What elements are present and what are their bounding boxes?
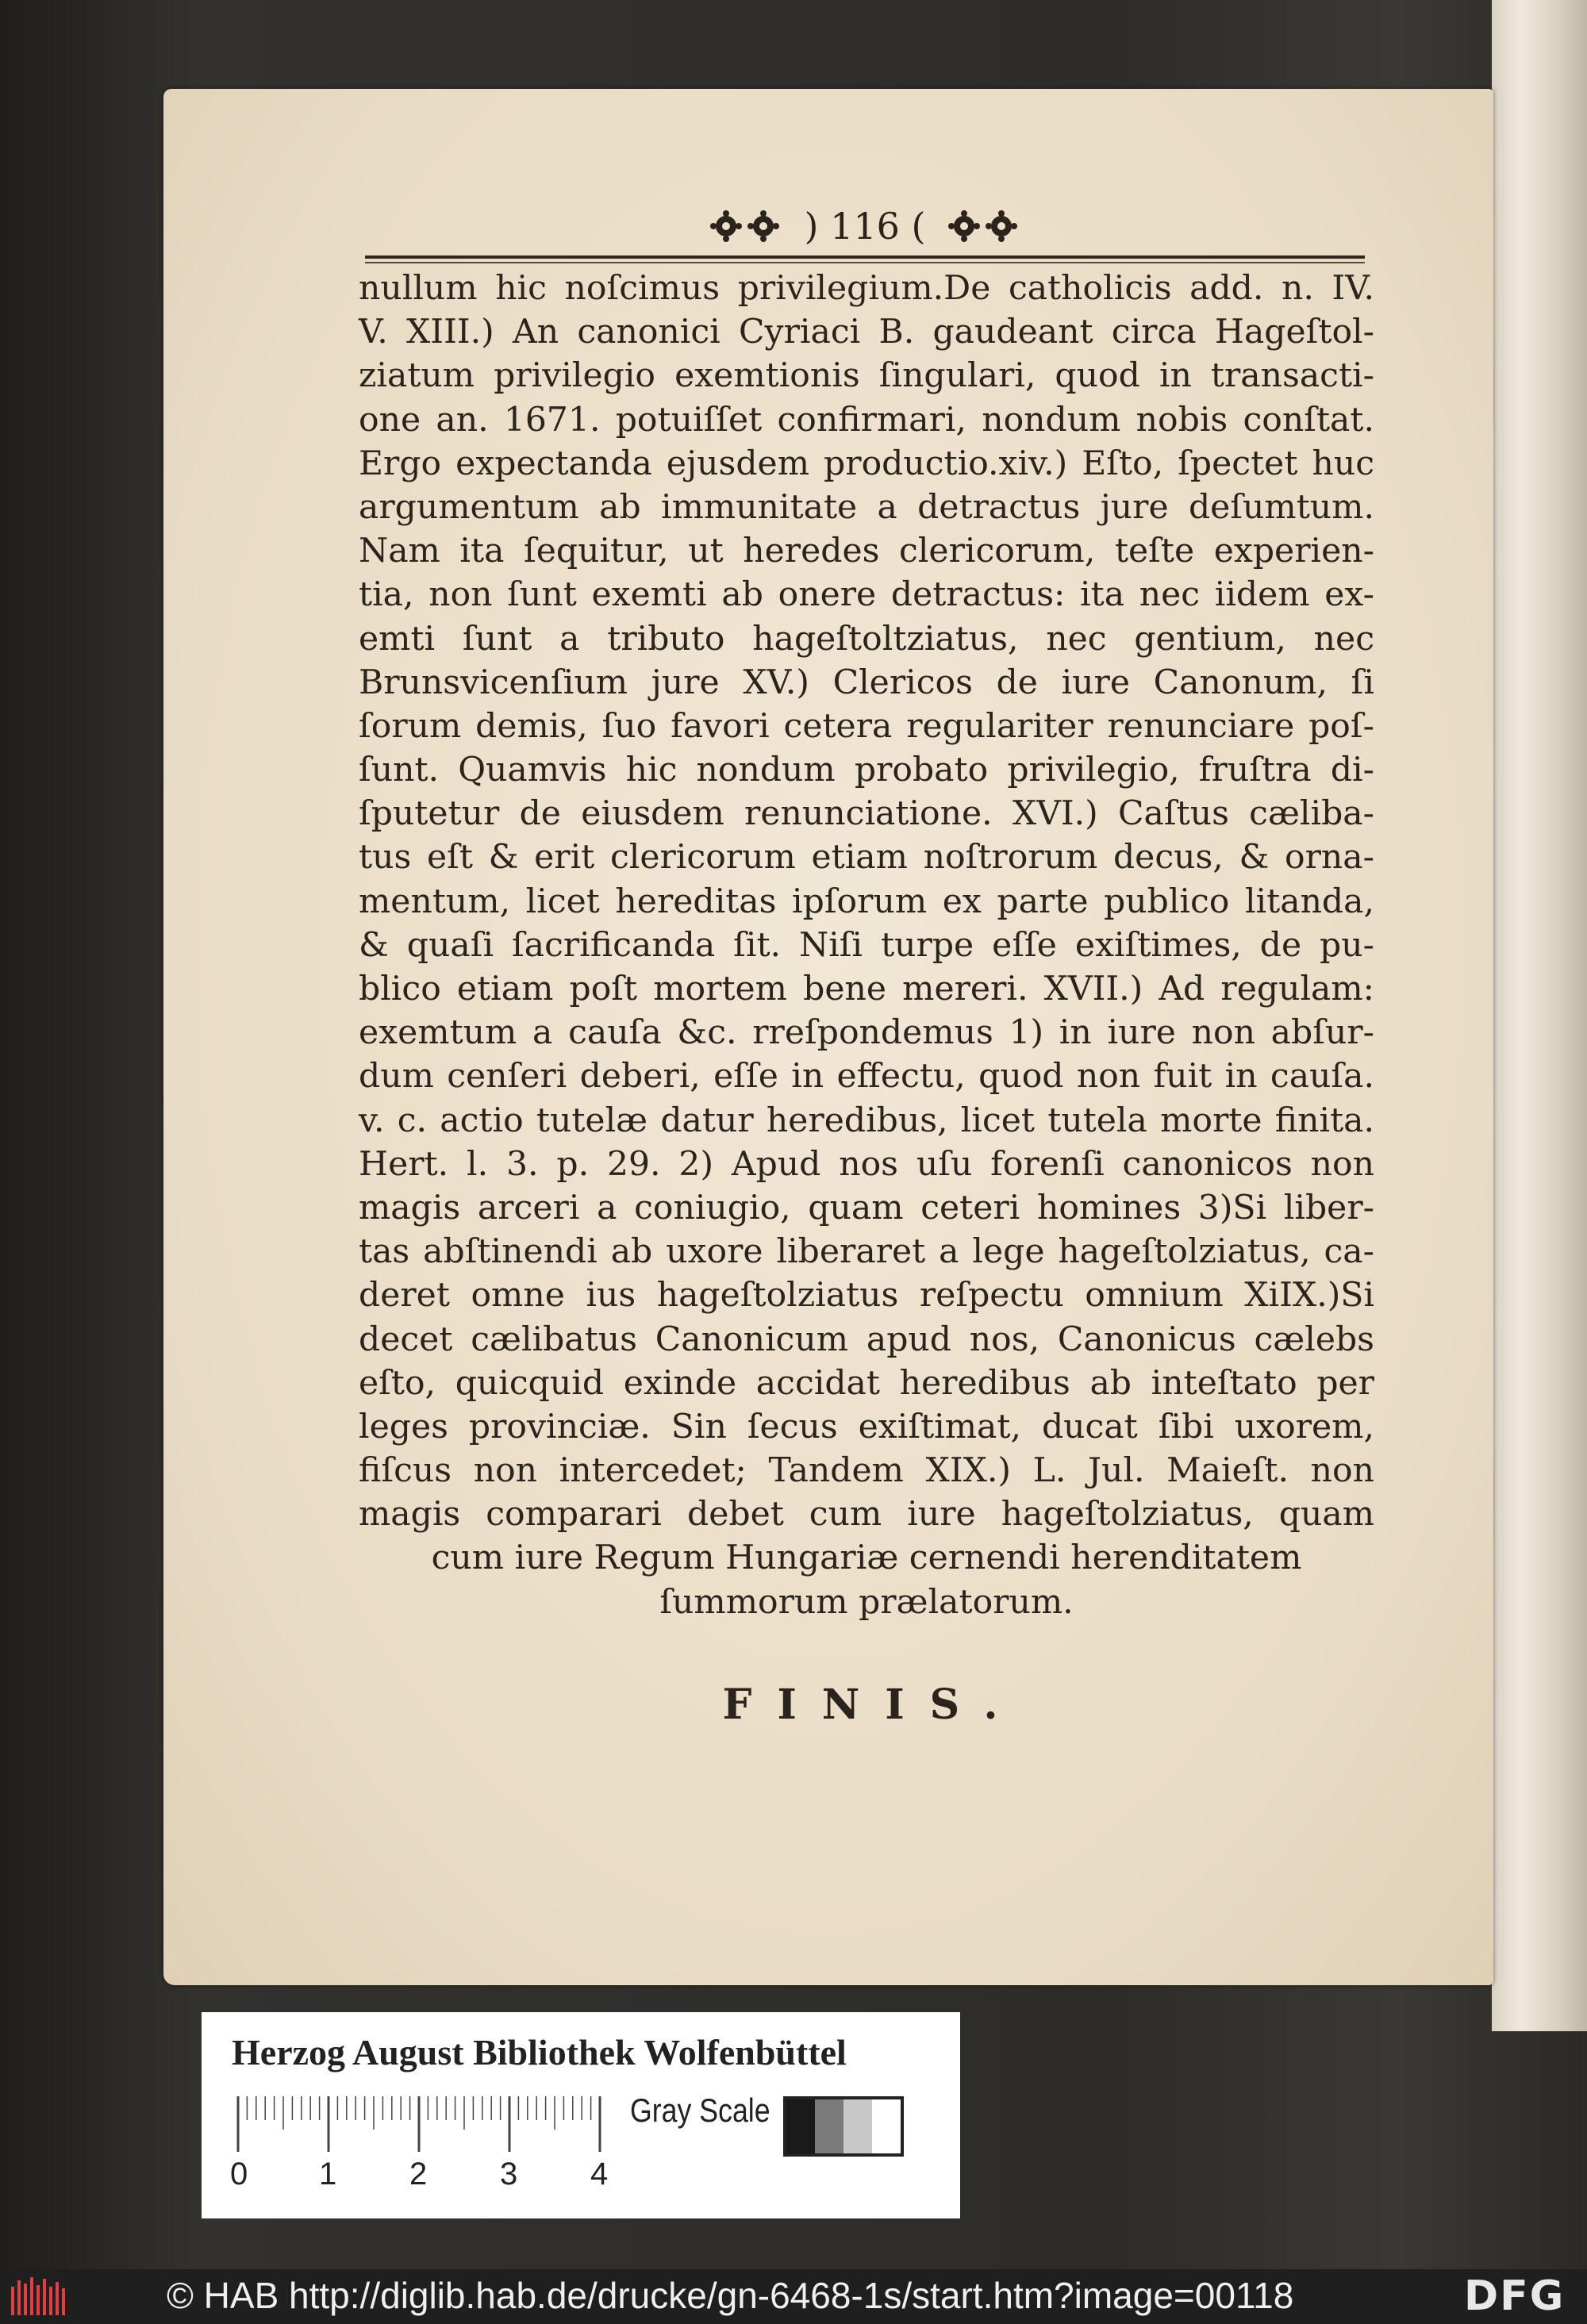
text-line: eſto, quicquid exinde accidat heredibus ab inteſtato per (359, 1363, 1374, 1403)
text-line: exemtum a cauſa &c. rreſpondemus 1) in iure non abſur- (359, 1013, 1374, 1053)
gray-swatch (843, 2099, 872, 2153)
ruler-number: 1 (319, 2157, 337, 2191)
text-line: fiſcus non intercedet; Tandem XIX.) L. Jul. Maieſt. non (359, 1451, 1374, 1491)
library-label-card (202, 2012, 960, 2218)
gray-swatch (786, 2099, 815, 2153)
text-line: argumentum ab immunitate a detractus jure deſumtum. (359, 487, 1374, 527)
text-line: ſunt. Quamvis hic nondum probato privilegio, fruſtra di- (359, 751, 1374, 790)
ruler-number: 3 (500, 2157, 518, 2191)
library-name: Herzog August Bibliothek Wolfenbüttel (232, 2032, 847, 2072)
ruler-number: 2 (409, 2157, 428, 2191)
gray-scale-swatch (783, 2096, 904, 2157)
gray-scale-label: Gray Scale (630, 2092, 770, 2129)
text-line: mentum, licet hereditas ipſorum ex parte publico litanda, (359, 882, 1374, 921)
text-line: nullum hic noſcimus privilegium.De catholicis add. n. IV. (359, 269, 1374, 308)
page-number: ) 116 ( (804, 205, 926, 248)
text-line: cum iure Regum Hungariæ cernendi herenditatem (431, 1538, 1302, 1578)
text-line: emti ſunt a tributo hageſtoltziatus, nec gentium, nec (359, 619, 1374, 659)
header-rule-thin (365, 262, 1365, 263)
text-line: Hert. l. 3. p. 29. 2) Apud nos uſu forenſi canonicos non (359, 1144, 1374, 1184)
text-line: tia, non ſunt exemti ab onere detractus: ita nec iidem ex- (359, 575, 1374, 615)
finis-heading: FINIS. (722, 1681, 1024, 1729)
header-rule (365, 255, 1365, 259)
text-line: deret omne ius hageſtolziatus reſpectu omnium XiIX.)Si (359, 1276, 1374, 1316)
adjacent-page-edge (1492, 0, 1587, 2031)
text-line: magis arceri a coniugio, quam ceteri homines 3)Si liber- (359, 1188, 1374, 1227)
gray-swatch (872, 2099, 901, 2153)
text-line: decet cælibatus Canonicum apud nos, Canonicus cælebs (359, 1319, 1374, 1359)
text-line: V. XIII.) An canonici Cyriaci B. gaudeant circa Hageſtol- (359, 313, 1374, 352)
text-line: ſputetur de eiusdem renunciatione. XVI.) Caſtus cælibа- (359, 794, 1374, 834)
ruler-number: 0 (230, 2157, 248, 2191)
text-line: ſorum demis, ſuo favori cetera regulariter renunciare poſ- (359, 706, 1374, 746)
dfg-logo: DFG (1464, 2272, 1566, 2320)
body-text (359, 267, 1374, 1624)
text-line: magis comparari debet cum iure hageſtolziatus, quam (359, 1495, 1374, 1535)
text-line: v. c. actio tutelæ datur heredibus, licet tutela morte finita. (359, 1101, 1374, 1140)
text-line: leges provinciæ. Sin ſecus exiſtimat, ducat ſibi uxorem, (359, 1407, 1374, 1446)
text-line: ziatum privilegio exemtionis ſingulari, quod in transacti- (359, 356, 1374, 396)
hab-logo-icon (10, 2276, 67, 2317)
text-line: dum cenſeri deberi, eſſe in effectu, quod non fuit in cauſa. (359, 1057, 1374, 1097)
copyright-url: © HAB http://diglib.hab.de/drucke/gn-6468-1s/start.htm?image=00118 (167, 2275, 1294, 2316)
footer-bar (0, 2269, 1587, 2324)
text-line: ſummorum prælatorum. (659, 1582, 1074, 1622)
text-line: Nam ita ſequitur, ut heredes clericorum, teſte experien- (359, 532, 1374, 571)
text-line: Ergo expectanda ejusdem productio.xiv.) Eſto, ſpectet huc (359, 444, 1374, 483)
text-line: blico etiam poſt mortem bene mereri. XVII.) Ad regulam: (359, 970, 1374, 1008)
ruler-number: 4 (590, 2157, 609, 2191)
text-line: tas abſtinendi ab uxore liberaret a lege hageſtolziatus, ca- (359, 1232, 1374, 1272)
gray-swatch (815, 2099, 843, 2153)
ornament-icon (706, 206, 786, 246)
ruler-scale (233, 2093, 630, 2172)
page-header (365, 198, 1365, 262)
text-line: one an. 1671. potuiſſet confirmari, nondum nobis conſtat. (359, 400, 1374, 440)
ornament-icon (944, 206, 1024, 246)
text-line: & quaſi ſacrificanda ſit. Niſi turpe eſſe exiſtimes, de pu- (359, 925, 1374, 965)
text-line: tus eſt & erit clericorum etiam noſtrorum decus, & orna- (359, 838, 1374, 878)
text-line: Brunsvicenſium jure XV.) Clericos de iure Canonum, ſi (359, 663, 1374, 702)
